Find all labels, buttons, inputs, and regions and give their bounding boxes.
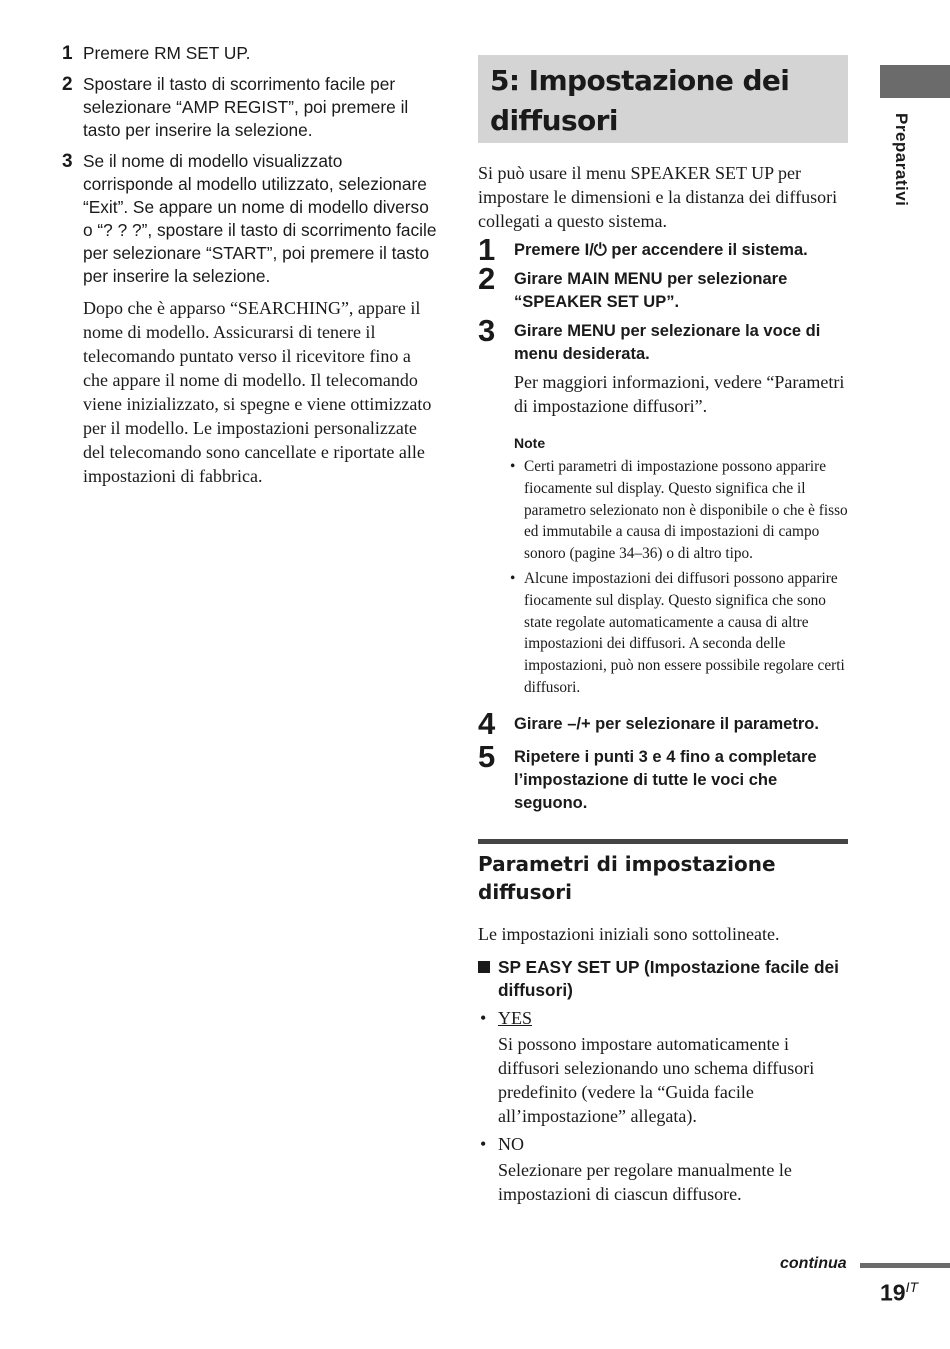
bullet-icon: •	[480, 1133, 487, 1154]
step-number: 4	[478, 705, 496, 741]
note-item	[510, 456, 848, 565]
left-column	[62, 42, 437, 488]
left-step-1	[62, 42, 437, 65]
right-column	[478, 55, 848, 1206]
intro-paragraph: Si può usare il menu SPEAKER SET UP per impostare le dimensioni e la distanza dei diffusori collegati a questo sistema.	[478, 163, 838, 231]
right-step-2	[478, 261, 848, 314]
step-text: Se il nome di modello visualizzato corrisponde al modello utilizzato, selezionare “Exit”. Se appare un nome di modello diverso o “? ? ?”, spostare il tasto di scorrimento facile per selezionare “START”, poi premere il tasto per inserire la selezione.	[83, 151, 437, 286]
left-step-2	[62, 73, 437, 142]
left-step-3	[62, 150, 437, 288]
step-number: 2	[62, 74, 73, 95]
step-subtext: Per maggiori informazioni, vedere “Parametri di impostazione diffusori”.	[514, 372, 845, 416]
continue-label: continua	[780, 1255, 847, 1272]
parameters-heading: Parametri di impostazione diffusori	[478, 851, 776, 904]
step-number: 5	[478, 738, 496, 774]
note-item	[510, 568, 848, 699]
note-block	[510, 434, 848, 699]
option-value: YES	[498, 1007, 533, 1028]
right-step-4	[478, 705, 848, 741]
right-step-5	[478, 738, 848, 815]
step-number: 1	[62, 43, 73, 64]
bullet-icon: •	[510, 569, 516, 587]
step-text: Spostare il tasto di scorrimento facile per selezionare “AMP REGIST”, poi premere il tasto per inserire la selezione.	[83, 74, 409, 140]
step-number: 3	[478, 313, 496, 348]
initial-settings-note: Le impostazioni iniziali sono sottolineate.	[478, 923, 780, 944]
parameter-heading	[478, 956, 848, 1002]
step-text: Ripetere i punti 3 e 4 fino a completare l’impostazione di tutte le voci che seguono.	[514, 747, 817, 812]
option-item	[478, 1006, 848, 1128]
option-item	[478, 1132, 848, 1206]
step-text: Premere RM SET UP.	[83, 43, 251, 63]
bullet-icon: •	[480, 1007, 487, 1028]
option-description: Selezionare per regolare manualmente le impostazioni di ciascun diffusore.	[498, 1159, 792, 1204]
option-description: Si possono impostare automaticamente i diffusori selezionando uno schema diffusori predefinito (vedere la “Guida facile all’impostazione” allegata).	[498, 1033, 815, 1126]
continue-line	[860, 1263, 950, 1268]
step-number: 2	[478, 261, 496, 296]
note-label: Note	[514, 435, 546, 451]
page-number	[880, 1279, 918, 1307]
bullet-icon: •	[510, 458, 516, 475]
right-step-1	[478, 232, 848, 267]
step-number: 1	[478, 232, 496, 267]
step-text: Girare MENU per selezionare la voce di menu desiderata.	[514, 322, 821, 363]
section-title: 5: Impostazione dei diffusori	[478, 55, 848, 143]
page-number-value: 19	[880, 1279, 906, 1306]
side-tab-label: Preparativi	[892, 113, 911, 207]
step-text: Girare –/+ per selezionare il parametro.	[514, 714, 819, 733]
step-text: Premere I/⏻ per accendere il sistema.	[514, 241, 808, 259]
searching-paragraph: Dopo che è apparso “SEARCHING”, appare il nome di modello. Assicurarsi di tenere il telecomando puntato verso il ricevitore fino a che appare il nome di modello. Il telecomando viene inizializzato, si spegne e viene ottimizzato per il modello. Le impostazioni personalizzate del telecomando sono cancellate e riportate alle impostazioni di fabbrica.	[83, 298, 432, 486]
parameter-title: SP EASY SET UP (Impostazione facile dei diffusori)	[498, 956, 839, 1000]
page-number-suffix: IT	[905, 1279, 919, 1295]
step-text: Girare MAIN MENU per selezionare “SPEAKER SET UP”.	[514, 270, 788, 311]
side-tab-bar	[880, 65, 950, 98]
option-value: NO	[498, 1133, 524, 1154]
step-number: 3	[62, 151, 73, 172]
note-text: Certi parametri di impostazione possono apparire fiocamente sul display. Questo significa che il parametro selezionato non è disponibile o che è fisso ed immutabile a causa di impostazioni di campo sonoro (pagine 34–36) o di altro tipo.	[524, 458, 848, 563]
section-divider	[478, 839, 848, 844]
square-bullet-icon	[478, 961, 490, 973]
note-text: Alcune impostazioni dei diffusori possono apparire fiocamente sul display. Questo significa che sono state regolate automaticamente a causa di altre impostazioni dei diffusori. A seconda delle impostazioni, può non essere possibile regolare certi diffusori.	[524, 569, 845, 696]
right-step-3	[478, 313, 848, 418]
